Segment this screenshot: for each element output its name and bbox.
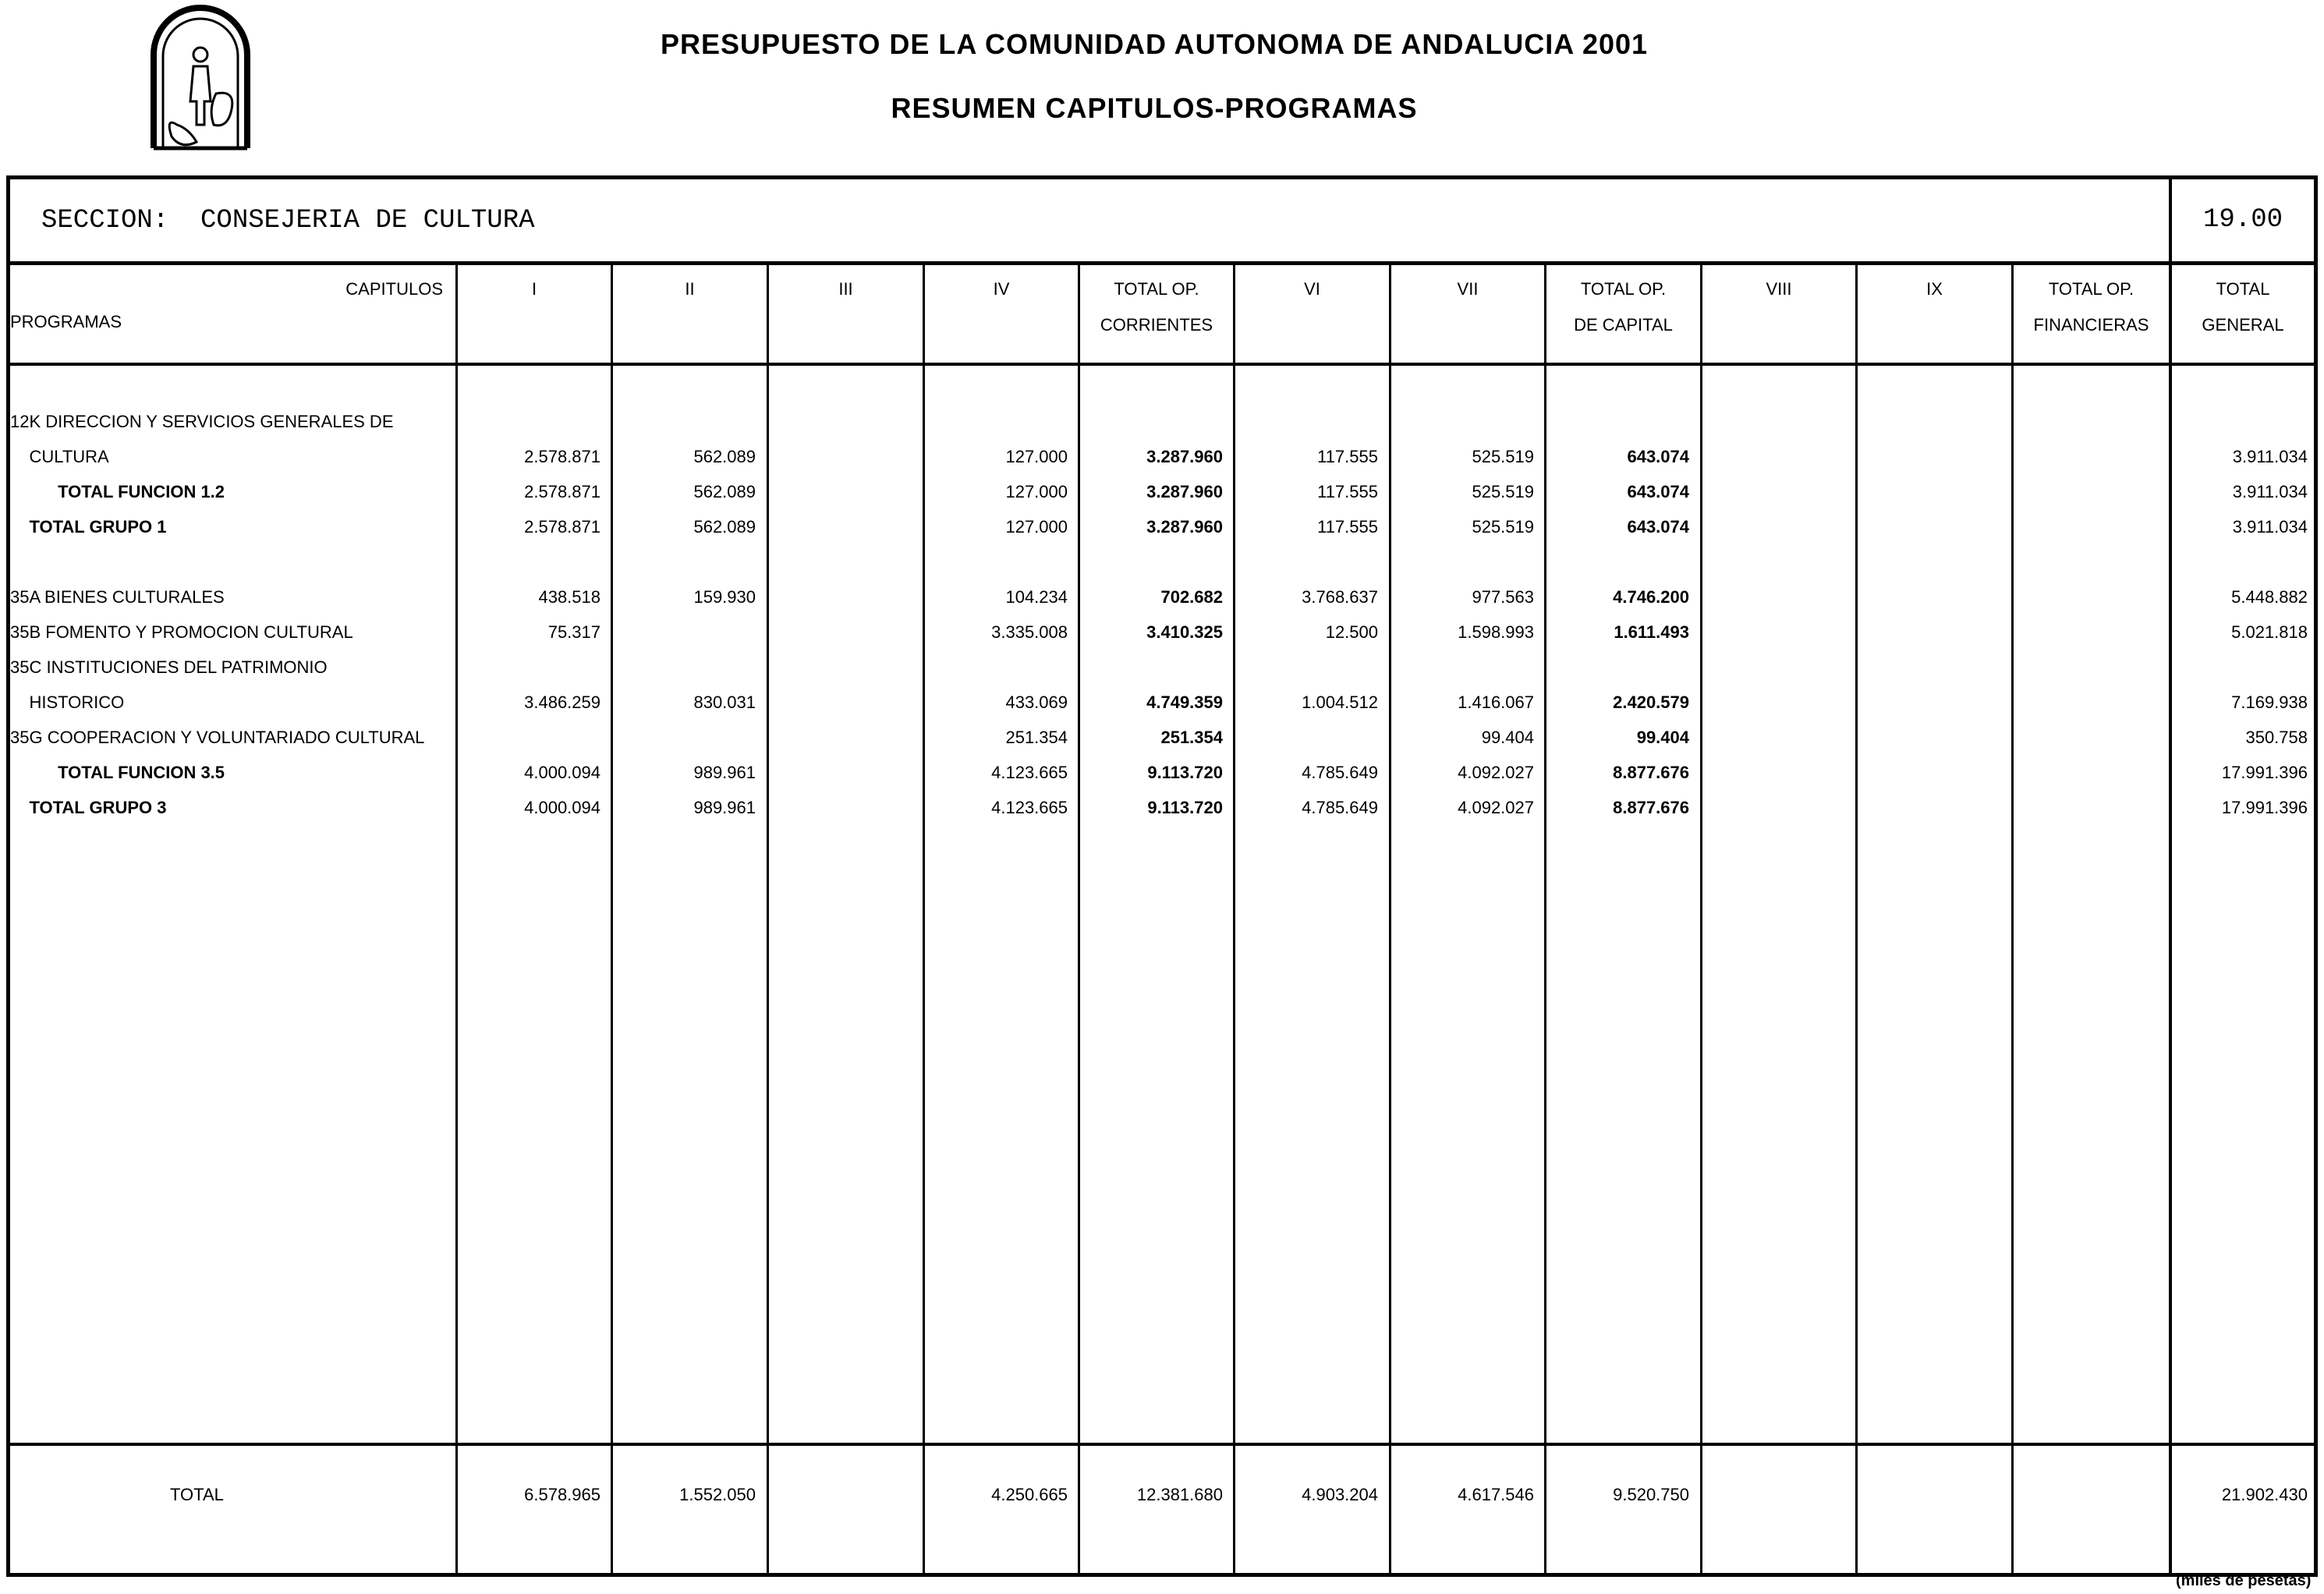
header-c2: II (685, 279, 695, 299)
andalucia-coat-of-arms-logo (142, 0, 259, 156)
table-cell: 433.069 (1005, 693, 1068, 712)
section-row (10, 179, 2314, 265)
table-cell: 525.519 (1472, 517, 1534, 537)
table-cell: 127.000 (1005, 517, 1068, 537)
total-cell: 4.617.546 (1458, 1485, 1534, 1504)
table-cell: 117.555 (1317, 517, 1378, 537)
table-cell: 8.877.676 (1613, 798, 1689, 817)
header-c9: VIII (1766, 279, 1792, 299)
row-label: HISTORICO (10, 693, 125, 712)
table-cell: 127.000 (1005, 482, 1068, 501)
column-divider (2011, 265, 2014, 1573)
table-cell: 7.169.938 (2231, 693, 2308, 712)
table-cell: 562.089 (693, 447, 756, 466)
table-cell: 3.287.960 (1146, 517, 1223, 537)
header-c3: III (838, 279, 853, 299)
header-c8b: DE CAPITAL (1574, 315, 1673, 335)
table-cell: 702.682 (1160, 587, 1223, 607)
table-cell: 977.563 (1472, 587, 1534, 607)
table-cell: 3.911.034 (2232, 517, 2308, 537)
table-cell: 3.287.960 (1146, 482, 1223, 501)
table-cell: 9.113.720 (1147, 798, 1223, 817)
table-cell: 562.089 (693, 517, 756, 537)
table-cell: 99.404 (1481, 728, 1534, 747)
table-cell: 159.930 (693, 587, 756, 607)
table-cell: 9.113.720 (1147, 763, 1223, 782)
header-c4: IV (993, 279, 1010, 299)
header-c6: VI (1304, 279, 1320, 299)
total-cell: 12.381.680 (1136, 1485, 1223, 1504)
row-label: 35G COOPERACION Y VOLUNTARIADO CULTURAL (10, 728, 425, 747)
table-cell: 989.961 (693, 798, 756, 817)
total-cell: 21.902.430 (2221, 1485, 2308, 1504)
table-cell: 525.519 (1472, 482, 1534, 501)
table-cell: 3.911.034 (2232, 447, 2308, 466)
total-cell: 9.520.750 (1613, 1485, 1689, 1504)
table-cell: 4.092.027 (1458, 763, 1534, 782)
table-cell: 4.000.094 (524, 763, 600, 782)
table-cell: 117.555 (1317, 482, 1378, 501)
table-cell: 4.749.359 (1146, 693, 1223, 712)
column-divider (1855, 265, 1858, 1573)
table-cell: 1.598.993 (1458, 622, 1534, 642)
table-cell: 2.578.871 (524, 517, 600, 537)
table-cell: 127.000 (1005, 447, 1068, 466)
table-cell: 17.991.396 (2221, 798, 2308, 817)
header-c11a: TOTAL OP. (2048, 279, 2134, 299)
table-cell: 643.074 (1627, 482, 1689, 501)
header-programas: PROGRAMAS (10, 312, 122, 331)
column-divider (1700, 265, 1702, 1573)
page-title: PRESUPUESTO DE LA COMUNIDAD AUTONOMA DE ANDALUCIA 2001 (660, 28, 1649, 60)
row-label: CULTURA (10, 447, 109, 466)
row-label: 12K DIRECCION Y SERVICIOS GENERALES DE (10, 412, 394, 431)
table-cell: 643.074 (1627, 447, 1689, 466)
row-label: 35B FOMENTO Y PROMOCION CULTURAL (10, 622, 353, 642)
table-cell: 989.961 (693, 763, 756, 782)
header-c8a: TOTAL OP. (1580, 279, 1667, 299)
table-cell: 3.911.034 (2232, 482, 2308, 501)
table-cell: 104.234 (1005, 587, 1068, 607)
table-cell: 4.000.094 (524, 798, 600, 817)
table-cell: 3.486.259 (524, 693, 600, 712)
table-cell: 4.746.200 (1613, 587, 1689, 607)
table-cell: 2.578.871 (524, 482, 600, 501)
table-cell: 562.089 (693, 482, 756, 501)
table-cell: 525.519 (1472, 447, 1534, 466)
table-cell: 438.518 (538, 587, 600, 607)
table-cell: 4.123.665 (991, 798, 1068, 817)
total-cell: 4.250.665 (991, 1485, 1068, 1504)
table-cell: 3.768.637 (1302, 587, 1378, 607)
row-label: TOTAL FUNCION 3.5 (10, 763, 225, 782)
header-divider (10, 363, 2314, 366)
table-cell: 3.335.008 (991, 622, 1068, 642)
table-cell: 12.500 (1325, 622, 1378, 642)
table-cell: 1.611.493 (1614, 622, 1689, 642)
table-cell: 5.021.818 (2231, 622, 2308, 642)
header-capitulos: CAPITULOS (345, 279, 443, 299)
units-note: (miles de pesetas) (2176, 1572, 2312, 1589)
table-cell: 251.354 (1005, 728, 1068, 747)
table-cell: 3.287.960 (1146, 447, 1223, 466)
header-c12a: TOTAL (2216, 279, 2270, 299)
table-cell: 3.410.325 (1146, 622, 1223, 642)
section-label: SECCION: CONSEJERIA DE CULTURA (41, 206, 535, 236)
table-cell: 830.031 (693, 693, 756, 712)
row-label: 35C INSTITUCIONES DEL PATRIMONIO (10, 657, 328, 677)
table-cell: 2.578.871 (524, 447, 600, 466)
row-label: 35A BIENES CULTURALES (10, 587, 225, 607)
section-code: 19.00 (2169, 179, 2314, 261)
row-label: TOTAL FUNCION 1.2 (10, 482, 225, 501)
row-label: TOTAL GRUPO 3 (10, 798, 167, 817)
header-c5b: CORRIENTES (1100, 315, 1213, 335)
table-cell: 17.991.396 (2221, 763, 2308, 782)
total-cell: 4.903.204 (1302, 1485, 1378, 1504)
table-cell: 2.420.579 (1613, 693, 1689, 712)
total-label: TOTAL (170, 1485, 224, 1504)
total-cell: 1.552.050 (679, 1485, 756, 1504)
table-cell: 4.123.665 (991, 763, 1068, 782)
table-cell: 75.317 (547, 622, 600, 642)
budget-table (6, 175, 2318, 1577)
header-c10: IX (1926, 279, 1943, 299)
header-c12b: GENERAL (2202, 315, 2284, 335)
page-subtitle: RESUMEN CAPITULOS-PROGRAMAS (891, 92, 1418, 124)
table-cell: 4.785.649 (1302, 798, 1378, 817)
header-c7: VII (1457, 279, 1479, 299)
table-cell: 251.354 (1160, 728, 1223, 747)
total-cell: 6.578.965 (524, 1485, 600, 1504)
header-c5a: TOTAL OP. (1114, 279, 1199, 299)
table-cell: 4.785.649 (1302, 763, 1378, 782)
table-cell: 4.092.027 (1458, 798, 1534, 817)
table-cell: 350.758 (2245, 728, 2308, 747)
table-cell: 99.404 (1636, 728, 1689, 747)
header-c1: I (531, 279, 537, 299)
header-c11b: FINANCIERAS (2033, 315, 2149, 335)
column-divider (767, 265, 769, 1573)
table-cell: 1.004.512 (1302, 693, 1378, 712)
table-cell: 1.416.067 (1458, 693, 1534, 712)
row-label: TOTAL GRUPO 1 (10, 517, 167, 537)
total-divider (10, 1443, 2314, 1446)
table-cell: 643.074 (1627, 517, 1689, 537)
table-cell: 5.448.882 (2231, 587, 2308, 607)
table-cell: 117.555 (1317, 447, 1378, 466)
table-cell: 8.877.676 (1613, 763, 1689, 782)
